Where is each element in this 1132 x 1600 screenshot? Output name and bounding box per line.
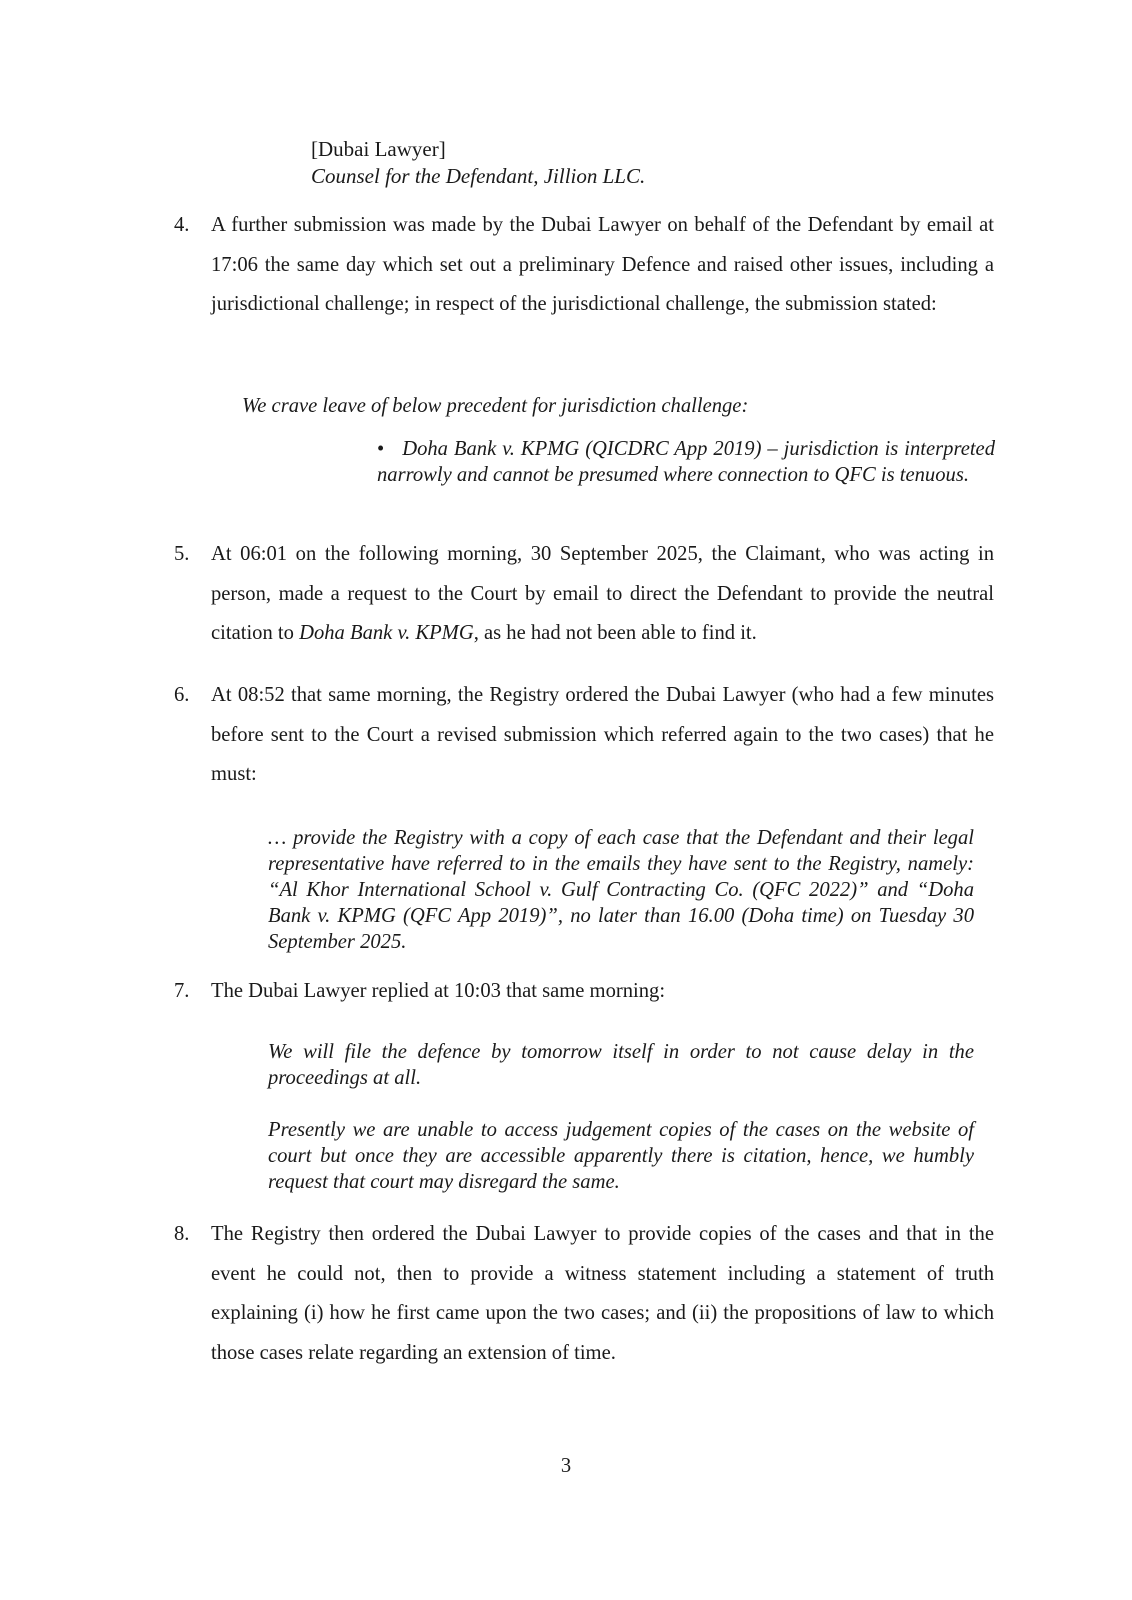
- bullet-text: Doha Bank v. KPMG (QICDRC App 2019) – jurisdiction is interpreted narrowly and cannot be presumed where connection to QFC is tenuous.: [377, 438, 995, 486]
- paragraph-8: [174, 1215, 994, 1373]
- paragraph-number: 5.: [174, 543, 190, 565]
- case-name-italic: Doha Bank v. KPMG: [299, 622, 474, 644]
- paragraph-text: The Registry then ordered the Dubai Lawyer to provide copies of the cases and that in the event he could not, then to provide a witness statement including a statement of truth explaining (i) how he first came upon the two cases; and (ii) the propositions of law to which those cases relate regarding an extension of time.: [211, 1223, 994, 1364]
- paragraph-number: 8.: [174, 1223, 190, 1245]
- paragraph-text-part: At 06:01 on the following morning, 30 September 2025, the Claimant, who was acting in person, made a request to the Court by email to direct the Defendant to provide the neutral citation to: [211, 543, 994, 644]
- paragraph-number: 6.: [174, 684, 190, 706]
- paragraph-text: A further submission was made by the Dubai Lawyer on behalf of the Defendant by email at 17:06 the same day which set out a preliminary Defence and raised other issues, including a jurisdictional challenge; in respect of the jurisdictional challenge, the submission stated:: [211, 214, 994, 315]
- paragraph-text: At 08:52 that same morning, the Registry ordered the Dubai Lawyer (who had a few minutes before sent to the Court a revised submission which referred again to the two cases) that he must:: [211, 684, 994, 785]
- quote-registry-order: … provide the Registry with a copy of each case that the Defendant and their legal representative have referred to in the emails they have sent to the Registry, namely: “Al Khor International School v. Gulf Contracting Co. (QFC 2022)” and “Doha Bank v. KPMG (QFC App 2019)”, no later than 16.00 (Doha time) on Tuesday 30 September 2025.: [268, 827, 974, 953]
- quote-reply-2: Presently we are unable to access judgement copies of the cases on the website of court but once they are accessible apparently there is citation, hence, we humbly request that court may disregard the same.: [268, 1119, 974, 1193]
- signatory-role: Counsel for the Defendant, Jillion LLC.: [311, 164, 646, 188]
- signatory-name: [Dubai Lawyer]: [311, 137, 446, 161]
- paragraph-4: [174, 206, 994, 325]
- paragraph-text: [211, 535, 994, 654]
- paragraph-text-part: , as he had not been able to find it.: [473, 622, 757, 644]
- paragraph-number: 4.: [174, 214, 190, 236]
- paragraph-text: The Dubai Lawyer replied at 10:03 that same morning:: [211, 980, 666, 1002]
- paragraph-5: [174, 535, 994, 654]
- paragraph-number: 7.: [174, 980, 190, 1002]
- quote-crave-leave: We crave leave of below precedent for jurisdiction challenge:: [242, 395, 749, 417]
- bullet-marker: •: [377, 438, 385, 460]
- precedent-bullet: [377, 436, 995, 488]
- paragraph-7: [174, 972, 994, 1012]
- paragraph-6: [174, 676, 994, 795]
- page-number: 3: [560, 1455, 572, 1477]
- signature-block: [311, 136, 645, 190]
- quote-reply-1: We will file the defence by tomorrow itself in order to not cause delay in the proceedings at all.: [268, 1041, 974, 1089]
